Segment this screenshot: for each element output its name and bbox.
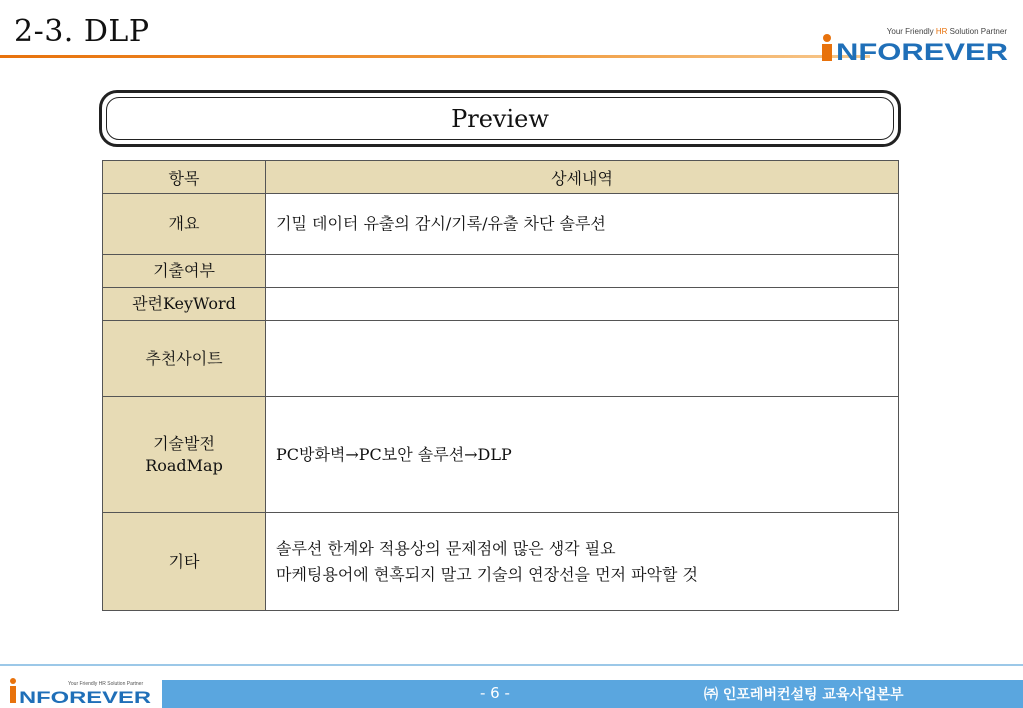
row-label: 관련KeyWord [103, 288, 266, 321]
footer-logo-person-body [10, 686, 16, 703]
header-item: 항목 [103, 161, 266, 194]
row-value [266, 288, 899, 321]
row-value [266, 321, 899, 397]
row-value [266, 255, 899, 288]
footer-inforever-logo [8, 675, 153, 705]
header-detail: 상세내역 [266, 161, 899, 194]
table-row [103, 288, 899, 321]
row-value-line: 솔루션 한계와 적용상의 문제점에 많은 생각 필요 [276, 538, 616, 558]
logo-person-head [823, 34, 831, 42]
row-label: 개요 [103, 194, 266, 255]
row-label: 추천사이트 [103, 321, 266, 397]
page-number: - 6 - [480, 684, 510, 702]
table-header-row [103, 161, 899, 194]
logo-tagline-post: Solution Partner [947, 27, 1007, 36]
row-value: PC방화벽→PC보안 솔루션→DLP [266, 397, 899, 513]
preview-banner [99, 90, 901, 147]
row-value: 기밀 데이터 유출의 감시/기록/유출 차단 솔루션 [266, 194, 899, 255]
company-name: ㈜ 인포레버컨설팅 교육사업본부 [704, 687, 904, 703]
row-value [266, 513, 899, 611]
footer-divider [0, 664, 1023, 666]
table-row [103, 255, 899, 288]
table-row [103, 321, 899, 397]
footer-logo-wordmark: NFOREVER [19, 688, 151, 705]
logo-tagline-pre: Your Friendly [886, 27, 936, 36]
detail-table [102, 160, 899, 611]
inforever-logo [820, 34, 1010, 62]
table-row [103, 513, 899, 611]
row-label [103, 397, 266, 513]
logo-person-body [822, 44, 832, 61]
footer-logo-person-head [10, 678, 16, 684]
row-label: 기타 [103, 513, 266, 611]
row-label: 기출여부 [103, 255, 266, 288]
header-divider [0, 55, 870, 58]
logo-tagline-highlight: HR [935, 27, 948, 36]
row-label-line: 기술발전 [153, 433, 215, 453]
logo-wordmark: NFOREVER [836, 39, 1008, 62]
footer-logo-tagline: Your Friendly HR Solution Partner [68, 681, 144, 687]
table-row [103, 397, 899, 513]
row-label-line: RoadMap [145, 455, 223, 475]
table-row [103, 194, 899, 255]
row-value-line: 마케팅용어에 현혹되지 말고 기술의 연장선을 먼저 파악할 것 [276, 564, 699, 584]
preview-label: Preview [106, 97, 894, 140]
slide-title: 2-3. DLP [14, 14, 150, 49]
